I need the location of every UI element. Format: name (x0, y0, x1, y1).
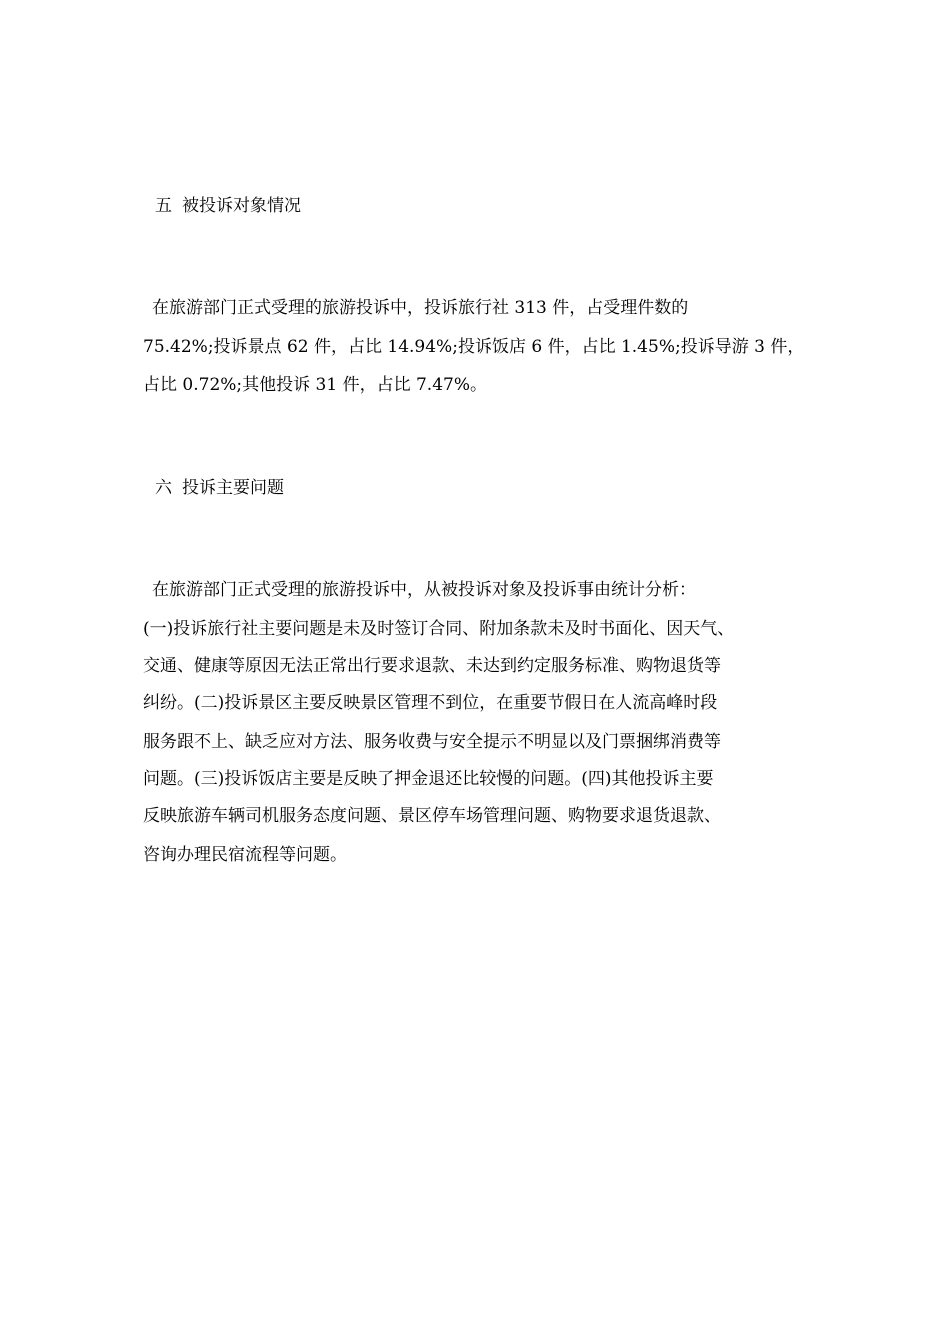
section-5-line-2: 75.42%;投诉景点 62 件，占比 14.94%;投诉饭店 6 件，占比 1.45%;投诉导游 3 件， (143, 337, 805, 357)
section-6-line-6: 问题。(三)投诉饭店主要是反映了押金退还比较慢的问题。(四)其他投诉主要 (143, 769, 714, 789)
section-5-heading (155, 194, 301, 218)
section-6-line-4: 纠纷。(二)投诉景区主要反映景区管理不到位，在重要节假日在人流高峰时段 (143, 693, 718, 713)
section-6-line-1: 在旅游部门正式受理的旅游投诉中，从被投诉对象及投诉事由统计分析： (152, 580, 696, 600)
section-5-number: 五 (155, 196, 172, 216)
section-6-line-5: 服务跟不上、缺乏应对方法、服务收费与安全提示不明显以及门票捆绑消费等 (143, 732, 721, 752)
section-6-line-3: 交通、健康等原因无法正常出行要求退款、未达到约定服务标准、购物退货等 (143, 656, 721, 676)
section-6-line-2: (一)投诉旅行社主要问题是未及时签订合同、附加条款未及时书面化、因天气、 (143, 619, 735, 639)
section-5-line-1: 在旅游部门正式受理的旅游投诉中，投诉旅行社 313 件，占受理件数的 (152, 298, 689, 318)
section-5-title: 被投诉对象情况 (182, 196, 301, 216)
section-6-heading (155, 476, 284, 500)
section-6-line-8: 咨询办理民宿流程等问题。 (143, 845, 347, 865)
section-6-line-7: 反映旅游车辆司机服务态度问题、景区停车场管理问题、购物要求退货退款、 (143, 806, 721, 826)
section-6-title: 投诉主要问题 (182, 478, 284, 498)
section-6-number: 六 (155, 478, 172, 498)
section-5-line-3: 占比 0.72%;其他投诉 31 件，占比 7.47%。 (143, 375, 487, 395)
